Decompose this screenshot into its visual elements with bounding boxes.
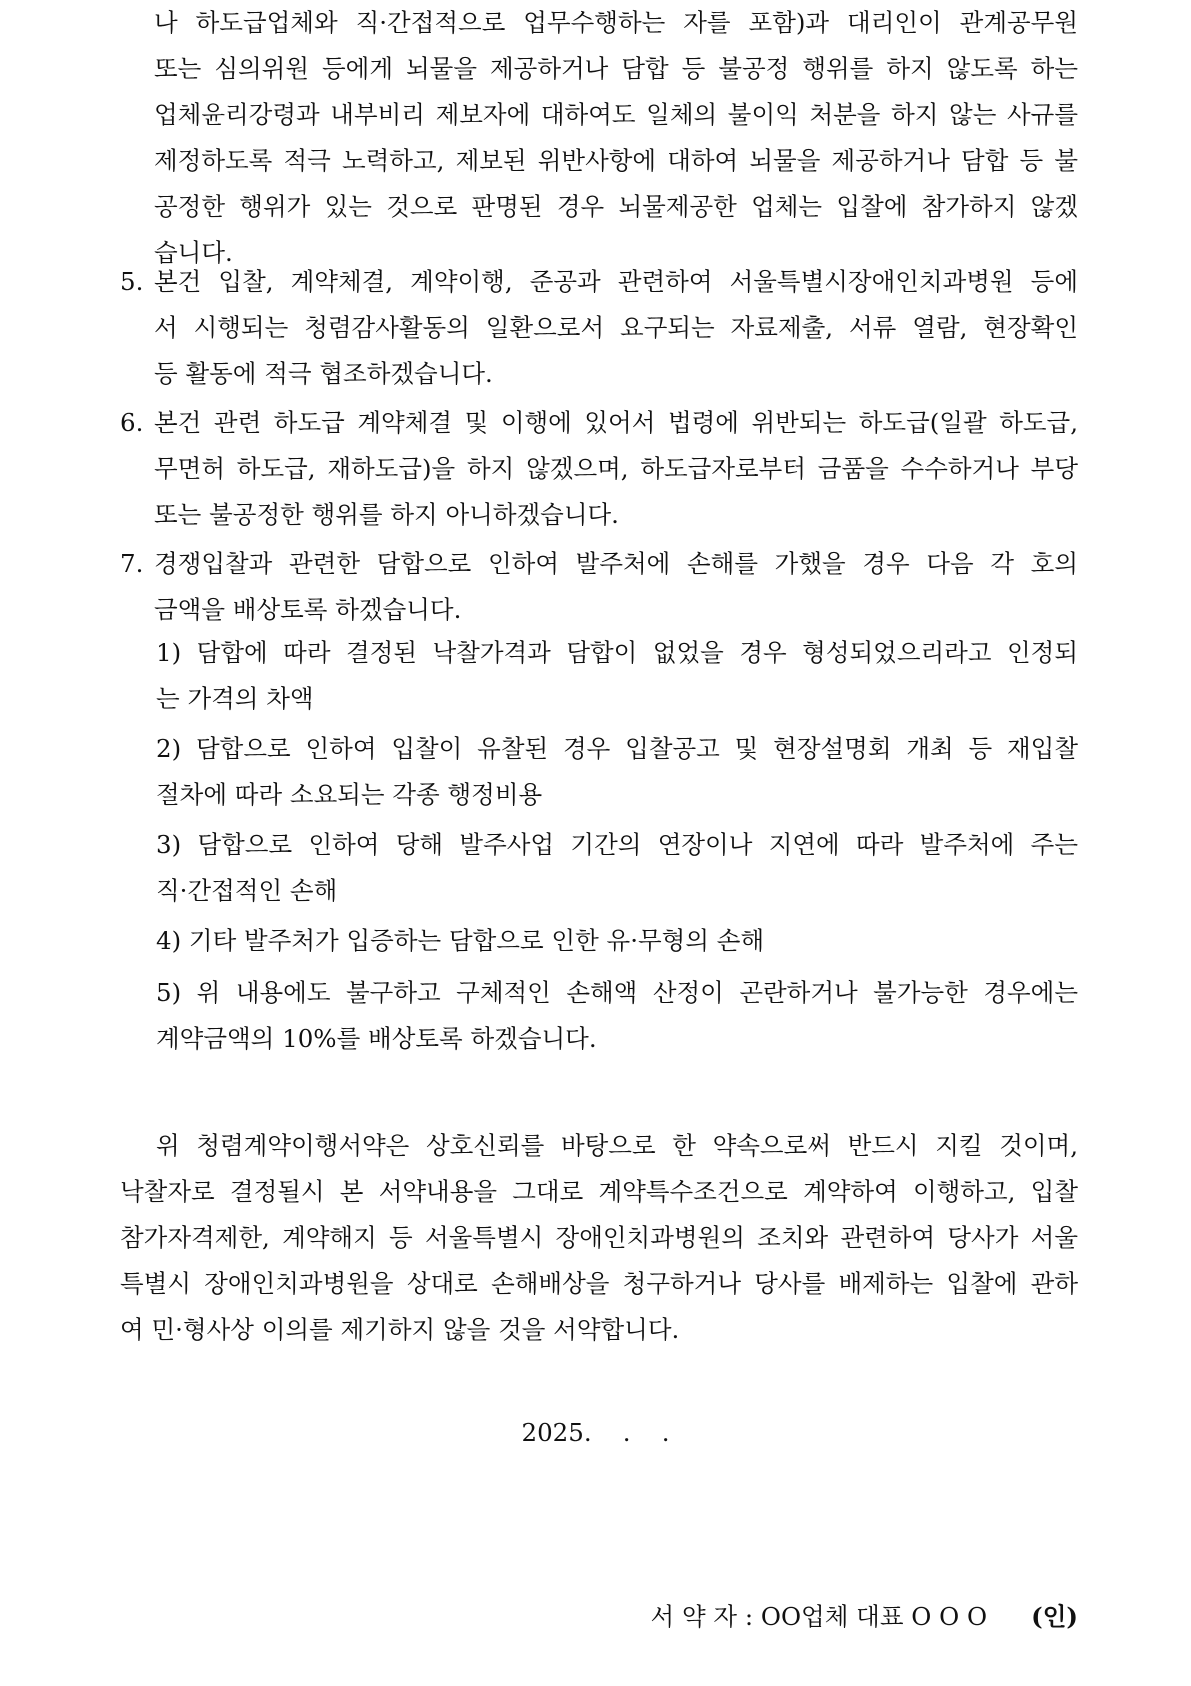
text-line: 위 청렴계약이행서약은 상호신뢰를 바탕으로 한 약속으로써 반드시 지킬 것이며, — [156, 1131, 1078, 1160]
item-number: 5. — [120, 267, 144, 296]
subitem-5 — [120, 970, 1078, 1062]
pledge-item-5 — [120, 259, 1078, 397]
text-line: 계약금액의 10%를 배상토록 하겠습니다. — [156, 1024, 597, 1053]
text-line: 등 활동에 적극 협조하겠습니다. — [154, 359, 493, 388]
text-line: 4) 기타 발주처가 입증하는 담합으로 인한 유·무형의 손해 — [156, 926, 765, 955]
text-line: 또는 불공정한 행위를 하지 아니하겠습니다. — [154, 500, 619, 529]
pledge-item-7 — [120, 541, 1078, 633]
pledge-item-6 — [120, 400, 1078, 538]
item-number: 6. — [120, 408, 144, 437]
text-line: 경쟁입찰과 관련한 담합으로 인하여 발주처에 손해를 가했을 경우 다음 각 호의 — [154, 549, 1078, 578]
text-line: 나 하도급업체와 직·간접적으로 업무수행하는 자를 포함)과 대리인이 관계공무원 — [154, 8, 1078, 37]
text-line: 습니다. — [154, 238, 233, 267]
text-line: 참가자격제한, 계약해지 등 서울특별시 장애인치과병원의 조치와 관련하여 당사가 서울 — [120, 1223, 1078, 1252]
text-line: 업체윤리강령과 내부비리 제보자에 대하여도 일체의 불이익 처분을 하지 않는 사규를 — [154, 100, 1078, 129]
text-line: 본건 관련 하도급 계약체결 및 이행에 있어서 법령에 위반되는 하도급(일괄 하도급, — [154, 408, 1078, 437]
text-line: 낙찰자로 결정될시 본 서약내용을 그대로 계약특수조건으로 계약하여 이행하고, 입찰 — [120, 1177, 1078, 1206]
text-line: 서 시행되는 청렴감사활동의 일환으로서 요구되는 자료제출, 서류 열람, 현장확인 — [154, 313, 1078, 342]
text-line: 제정하도록 적극 노력하고, 제보된 위반사항에 대하여 뇌물을 제공하거나 담합 등 불 — [154, 146, 1078, 175]
signer-text: 서 약 자 : OO업체 대표 O O O — [650, 1602, 988, 1631]
text-line: 본건 입찰, 계약체결, 계약이행, 준공과 관련하여 서울특별시장애인치과병원 등에 — [154, 267, 1078, 296]
text-line: 2) 담합으로 인하여 입찰이 유찰된 경우 입찰공고 및 현장설명회 개최 등 재입찰 — [156, 734, 1078, 763]
text-line: 여 민·형사상 이의를 제기하지 않을 것을 서약합니다. — [120, 1315, 680, 1344]
text-line: 특별시 장애인치과병원을 상대로 손해배상을 청구하거나 당사를 배제하는 입찰에 관하 — [120, 1269, 1078, 1298]
subitem-2 — [120, 726, 1078, 818]
text-line: 5) 위 내용에도 불구하고 구체적인 손해액 산정이 곤란하거나 불가능한 경우에는 — [156, 978, 1078, 1007]
text-line: 1) 담합에 따라 결정된 낙찰가격과 담합이 없었을 경우 형성되었으리라고 인정되 — [156, 638, 1078, 667]
item-number: 7. — [120, 549, 144, 578]
text-line: 또는 심의위원 등에게 뇌물을 제공하거나 담합 등 불공정 행위를 하지 않도록 하는 — [154, 54, 1078, 83]
signature-line — [619, 1548, 1078, 1686]
subitem-4 — [120, 918, 1078, 964]
text-line: 절차에 따라 소요되는 각종 행정비용 — [156, 780, 543, 809]
subitem-1 — [120, 630, 1078, 722]
text-line: 무면허 하도급, 재하도급)을 하지 않겠으며, 하도급자로부터 금품을 수수하거나 부당 — [154, 454, 1078, 483]
text-line: 금액을 배상토록 하겠습니다. — [154, 595, 462, 624]
text-line: 직·간접적인 손해 — [156, 876, 338, 905]
pledge-item-4-continuation — [120, 0, 1078, 276]
closing-paragraph — [120, 1123, 1078, 1353]
subitem-3 — [120, 822, 1078, 914]
text-line: 3) 담합으로 인하여 당해 발주사업 기간의 연장이나 지연에 따라 발주처에 주는 — [156, 830, 1078, 859]
text-line: 는 가격의 차액 — [156, 684, 314, 713]
text-line: 공정한 행위가 있는 것으로 판명된 경우 뇌물제공한 업체는 입찰에 참가하지 않겠 — [154, 192, 1078, 221]
seal-mark: (인) — [1031, 1602, 1078, 1631]
date-line: 2025. . . — [521, 1418, 670, 1447]
